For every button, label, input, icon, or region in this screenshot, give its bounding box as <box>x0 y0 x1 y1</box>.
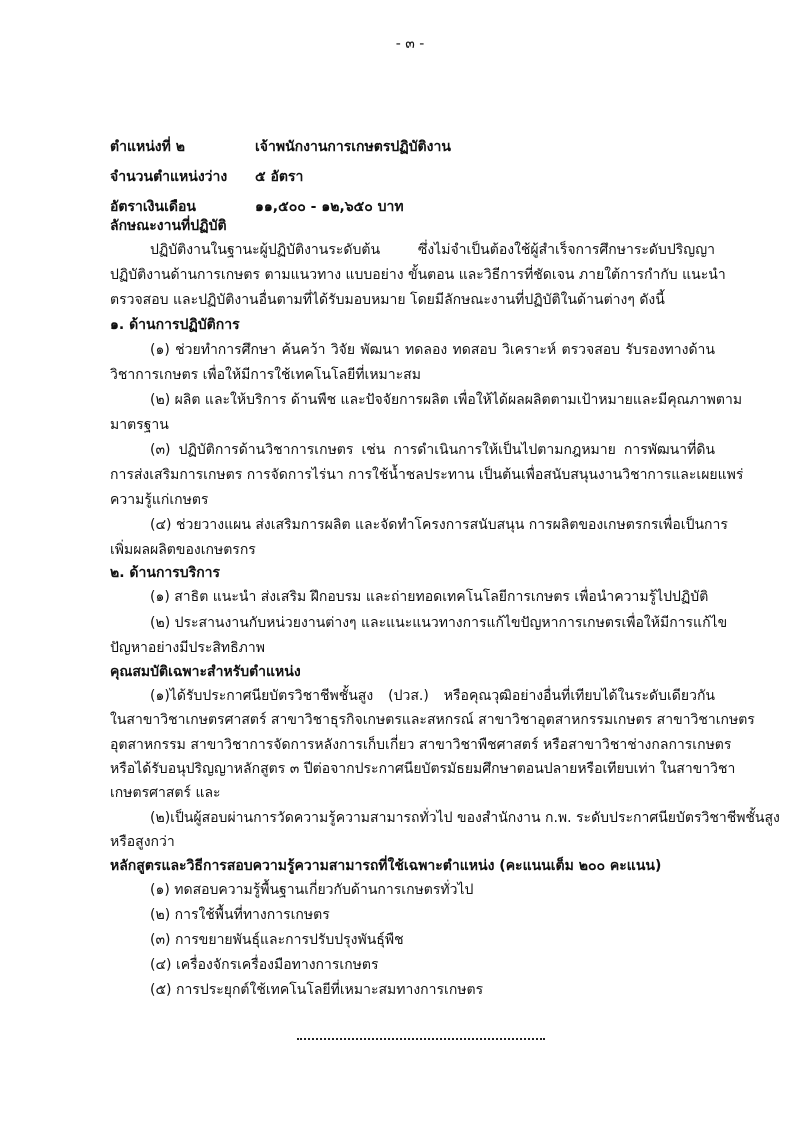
duties-intro-line: ปฏิบัติงานในฐานะผู้ปฏิบัติงานระดับต้น ซึ่งไม่จำเป็นต้องใช้ผู้สำเร็จการศึกษาระดับปริญญา <box>150 242 715 258</box>
exam-item: (๕) การประยุกต์ใช้เทคโนโลยีที่เหมาะสมทางการเกษตร <box>150 982 484 998</box>
salary-value: ๑๑,๕๐๐ - ๑๒,๖๕๐ บาท <box>255 199 404 215</box>
qual-item2-line: หรือสูงกว่า <box>110 834 175 850</box>
vacancy-label: จำนวนตำแหน่งว่าง <box>110 169 228 185</box>
s1-item3-line: การส่งเสริมการเกษตร การจัดการไร่นา การใช้น้ำชลประทาน เป็นต้นเพื่อสนับสนุนงานวิชาการและเผยแพร่ <box>110 467 744 483</box>
vacancy-value: ๕ อัตรา <box>255 169 304 185</box>
s1-item4-line: เพิ่มผลผลิตของเกษตรกร <box>110 542 256 558</box>
s2-item2-line: (๒) ประสานงานกับหน่วยงานต่างๆ และแนะแนวทางการแก้ไขปัญหาการเกษตรเพื่อให้มีการแก้ไข <box>150 615 728 631</box>
s1-item3-line: (๓) ปฏิบัติการด้านวิชาการเกษตร เช่น การดำเนินการให้เป็นไปตามกฎหมาย การพัฒนาที่ดิน <box>150 442 715 458</box>
qual-item1-line: อุตสาหกรรม สาขาวิชาการจัดการหลังการเก็บเกี่ยว สาขาวิชาพืชศาสตร์ หรือสาขาวิชาช่างกลการเกษตร <box>110 737 732 753</box>
position-value: เจ้าพนักงานการเกษตรปฏิบัติงาน <box>255 139 451 155</box>
s2-item1-line: (๑) สาธิต แนะนำ ส่งเสริม ฝึกอบรม และถ่ายทอดเทคโนโลยีการเกษตร เพื่อนำความรู้ไปปฏิบัติ <box>150 589 709 605</box>
salary-label: อัตราเงินเดือน <box>110 199 196 215</box>
qual-item1-line: ในสาขาวิชาเกษตรศาสตร์ สาขาวิชาธุรกิจเกษตรและสหกรณ์ สาขาวิชาอุตสาหกรรมเกษตร สาขาวิชาเกษตร <box>110 712 755 728</box>
exam-item: (๑) ทดสอบความรู้พื้นฐานเกี่ยวกับด้านการเกษตรทั่วไป <box>150 882 474 898</box>
s1-item1-line: วิชาการเกษตร เพื่อให้มีการใช้เทคโนโลยีที่เหมาะสม <box>110 367 421 383</box>
section1-heading: ๑. ด้านการปฏิบัติการ <box>110 317 240 333</box>
qual-item1-line: เกษตรศาสตร์ และ <box>110 785 221 801</box>
page-number: - ๓ - <box>395 36 425 52</box>
duties-intro-line: ปฏิบัติงานด้านการเกษตร ตามแนวทาง แบบอย่าง ขั้นตอน และวิธีการที่ชัดเจน ภายใต้การกำกับ แนะนำ <box>110 267 726 283</box>
qual-item1-line: (๑)ได้รับประกาศนียบัตรวิชาชีพชั้นสูง (ปวส.) หรือคุณวุฒิอย่างอื่นที่เทียบได้ในระดับเดียวกัน <box>150 688 715 704</box>
s1-item3-line: ความรู้แก่เกษตร <box>110 492 209 508</box>
s1-item1-line: (๑) ช่วยทำการศึกษา ค้นคว้า วิจัย พัฒนา ทดลอง ทดสอบ วิเคราะห์ ตรวจสอบ รับรองทางด้าน <box>150 342 715 358</box>
exam-item: (๔) เครื่องจักรเครื่องมือทางการเกษตร <box>150 957 379 973</box>
exam-heading: หลักสูตรและวิธีการสอบความรู้ความสามารถที่ใช้เฉพาะตำแหน่ง (คะแนนเต็ม ๒๐๐ คะแนน) <box>110 858 662 874</box>
qualifications-heading: คุณสมบัติเฉพาะสำหรับตำแหน่ง <box>110 664 301 680</box>
s1-item2-line: มาตรฐาน <box>110 417 169 433</box>
exam-item: (๒) การใช้พื้นที่ทางการเกษตร <box>150 907 330 923</box>
exam-item: (๓) การขยายพันธุ์และการปรับปรุงพันธุ์พืช <box>150 932 404 948</box>
qual-item2-line: (๒)เป็นผู้สอบผ่านการวัดความรู้ความสามารถทั่วไป ของสำนักงาน ก.พ. ระดับประกาศนียบัตรวิชาชีพชั้นสูง <box>150 810 780 826</box>
end-dotted-divider <box>297 1038 545 1040</box>
s1-item4-line: (๔) ช่วยวางแผน ส่งเสริมการผลิต และจัดทำโครงการสนับสนุน การผลิตของเกษตรกรเพื่อเป็นการ <box>150 517 728 533</box>
section2-heading: ๒. ด้านการบริการ <box>110 565 221 581</box>
qual-item1-line: หรือได้รับอนุปริญญาหลักสูตร ๓ ปีต่อจากประกาศนียบัตรมัธยมศึกษาตอนปลายหรือเทียบเท่า ในสาขาวิชา <box>110 761 736 777</box>
duties-intro-line: ตรวจสอบ และปฏิบัติงานอื่นตามที่ได้รับมอบหมาย โดยมีลักษณะงานที่ปฏิบัติในด้านต่างๆ ดังนี้ <box>110 292 665 308</box>
s2-item2-line: ปัญหาอย่างมีประสิทธิภาพ <box>110 640 266 656</box>
s1-item2-line: (๒) ผลิต และให้บริการ ด้านพืช และปัจจัยการผลิต เพื่อให้ได้ผลผลิตตามเป้าหมายและมีคุณภาพตาม <box>150 392 743 408</box>
position-label: ตำแหน่งที่ ๒ <box>110 139 185 155</box>
duties-heading: ลักษณะงานที่ปฏิบัติ <box>110 218 227 234</box>
